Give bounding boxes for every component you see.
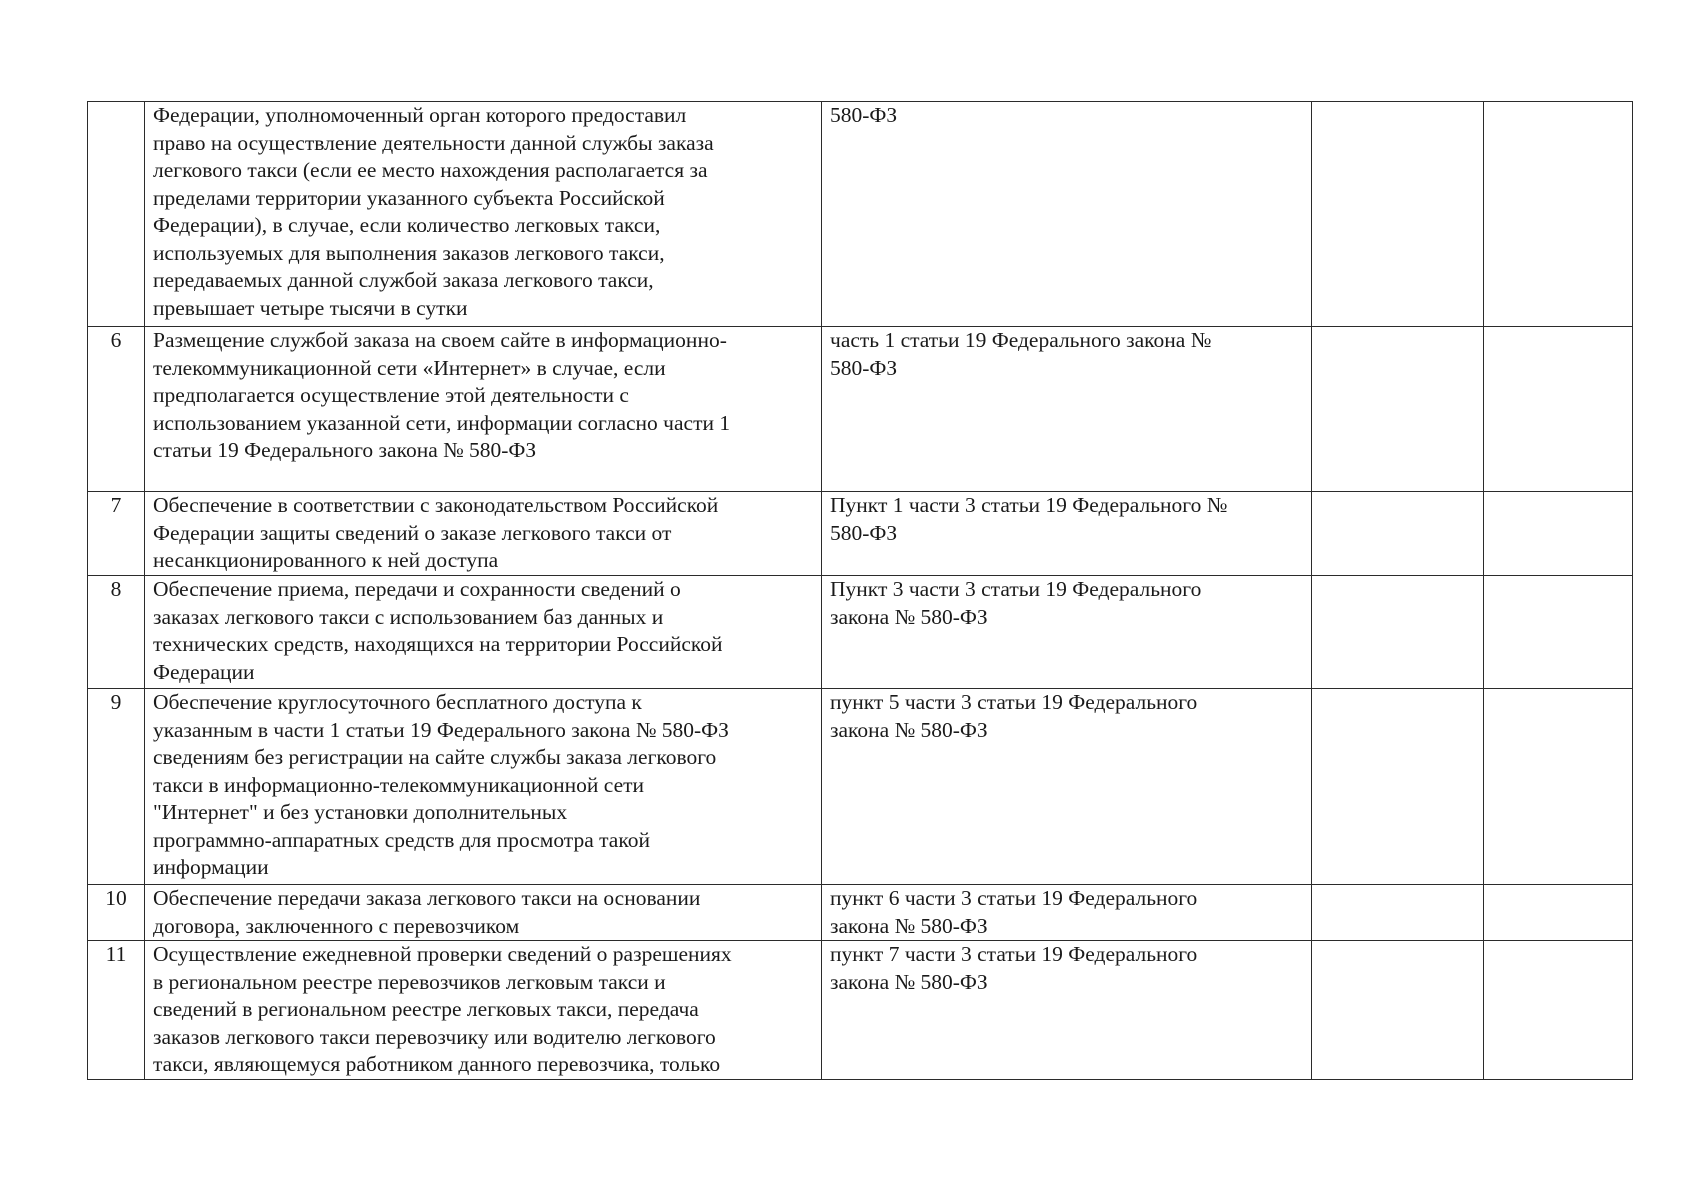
empty-cell	[1484, 492, 1633, 576]
empty-cell	[1484, 102, 1633, 327]
requirement-text: Обеспечение в соответствии с законодательством Российской Федерации защиты сведений о заказе легкового такси от несанкционированного к ней доступа	[153, 493, 719, 572]
row-number-cell	[88, 327, 145, 492]
requirement-text: Федерации, уполномоченный орган которого предоставил право на осуществление деятельности данной службы заказа легкового такси (если ее место нахождения располагается за пределами территории указанного субъекта Российской Федерации), в случае, если количество легковых такси, используемых для выполнения заказов легкового такси, передаваемых данной службой заказа легкового такси, превышает четыре тысячи в сутки	[153, 103, 714, 320]
row-number: 11	[105, 942, 127, 966]
row-number-cell	[88, 492, 145, 576]
row-number-cell	[88, 689, 145, 885]
table-row	[88, 885, 1633, 941]
reference-text: пункт 5 части 3 статьи 19 Федерального закона № 580-ФЗ	[830, 690, 1198, 742]
empty-cell	[1484, 885, 1633, 941]
reference-cell	[822, 327, 1312, 492]
reference-text: часть 1 статьи 19 Федерального закона № 580-ФЗ	[830, 328, 1212, 380]
requirement-text: Обеспечение передачи заказа легкового такси на основании договора, заключенного с перевозчиком	[153, 886, 701, 938]
requirement-cell	[145, 576, 822, 689]
reference-cell	[822, 492, 1312, 576]
row-number: 7	[110, 493, 122, 517]
row-number-cell	[88, 102, 145, 327]
row-number-cell	[88, 941, 145, 1080]
empty-cell	[1312, 941, 1484, 1080]
requirement-text: Обеспечение круглосуточного бесплатного доступа к указанным в части 1 статьи 19 Федерального закона № 580-ФЗ сведениям без регистрации на сайте службы заказа легкового такси в информационно-телекоммуникационной сети "Интернет" и без установки дополнительных программно-аппаратных средств для просмотра такой информации	[153, 690, 729, 879]
empty-cell	[1484, 689, 1633, 885]
requirements-table	[87, 101, 1633, 1080]
reference-text: пункт 6 части 3 статьи 19 Федерального закона № 580-ФЗ	[830, 886, 1198, 938]
requirement-text: Осуществление ежедневной проверки сведений о разрешениях в региональном реестре перевозчиков легковым такси и сведений в региональном реестре легковых такси, передача заказов легкового такси перевозчику или водителю легкового такси, являющемуся работником данного перевозчика, только	[153, 942, 732, 1076]
reference-text: 580-ФЗ	[830, 103, 898, 127]
requirement-cell	[145, 689, 822, 885]
reference-text: Пункт 1 части 3 статьи 19 Федерального № 580-ФЗ	[830, 493, 1228, 545]
requirement-cell	[145, 102, 822, 327]
row-number: 9	[110, 690, 122, 714]
table-row	[88, 327, 1633, 492]
row-number-cell	[88, 885, 145, 941]
empty-cell	[1312, 885, 1484, 941]
empty-cell	[1312, 689, 1484, 885]
requirement-text: Обеспечение приема, передачи и сохранности сведений о заказах легкового такси с использованием баз данных и технических средств, находящихся на территории Российской Федерации	[153, 577, 723, 684]
row-number: 8	[110, 577, 122, 601]
row-number: 10	[105, 886, 127, 910]
table-row	[88, 941, 1633, 1080]
reference-text: Пункт 3 части 3 статьи 19 Федерального закона № 580-ФЗ	[830, 577, 1202, 629]
empty-cell	[1312, 492, 1484, 576]
row-number-cell	[88, 576, 145, 689]
reference-text: пункт 7 части 3 статьи 19 Федерального закона № 580-ФЗ	[830, 942, 1198, 994]
row-number: 6	[110, 328, 122, 352]
requirement-text: Размещение службой заказа на своем сайте в информационно- телекоммуникационной сети «Интернет» в случае, если предполагается осуществление этой деятельности с использованием указанной сети, информации согласно части 1 статьи 19 Федерального закона № 580-ФЗ	[153, 328, 731, 462]
reference-cell	[822, 102, 1312, 327]
reference-cell	[822, 689, 1312, 885]
empty-cell	[1484, 327, 1633, 492]
empty-cell	[1484, 941, 1633, 1080]
requirement-cell	[145, 941, 822, 1080]
table-row	[88, 576, 1633, 689]
reference-cell	[822, 885, 1312, 941]
reference-cell	[822, 576, 1312, 689]
requirement-cell	[145, 885, 822, 941]
empty-cell	[1484, 576, 1633, 689]
table-row	[88, 689, 1633, 885]
empty-cell	[1312, 327, 1484, 492]
requirement-cell	[145, 492, 822, 576]
empty-cell	[1312, 576, 1484, 689]
table-row	[88, 102, 1633, 327]
reference-cell	[822, 941, 1312, 1080]
table-row	[88, 492, 1633, 576]
requirement-cell	[145, 327, 822, 492]
empty-cell	[1312, 102, 1484, 327]
